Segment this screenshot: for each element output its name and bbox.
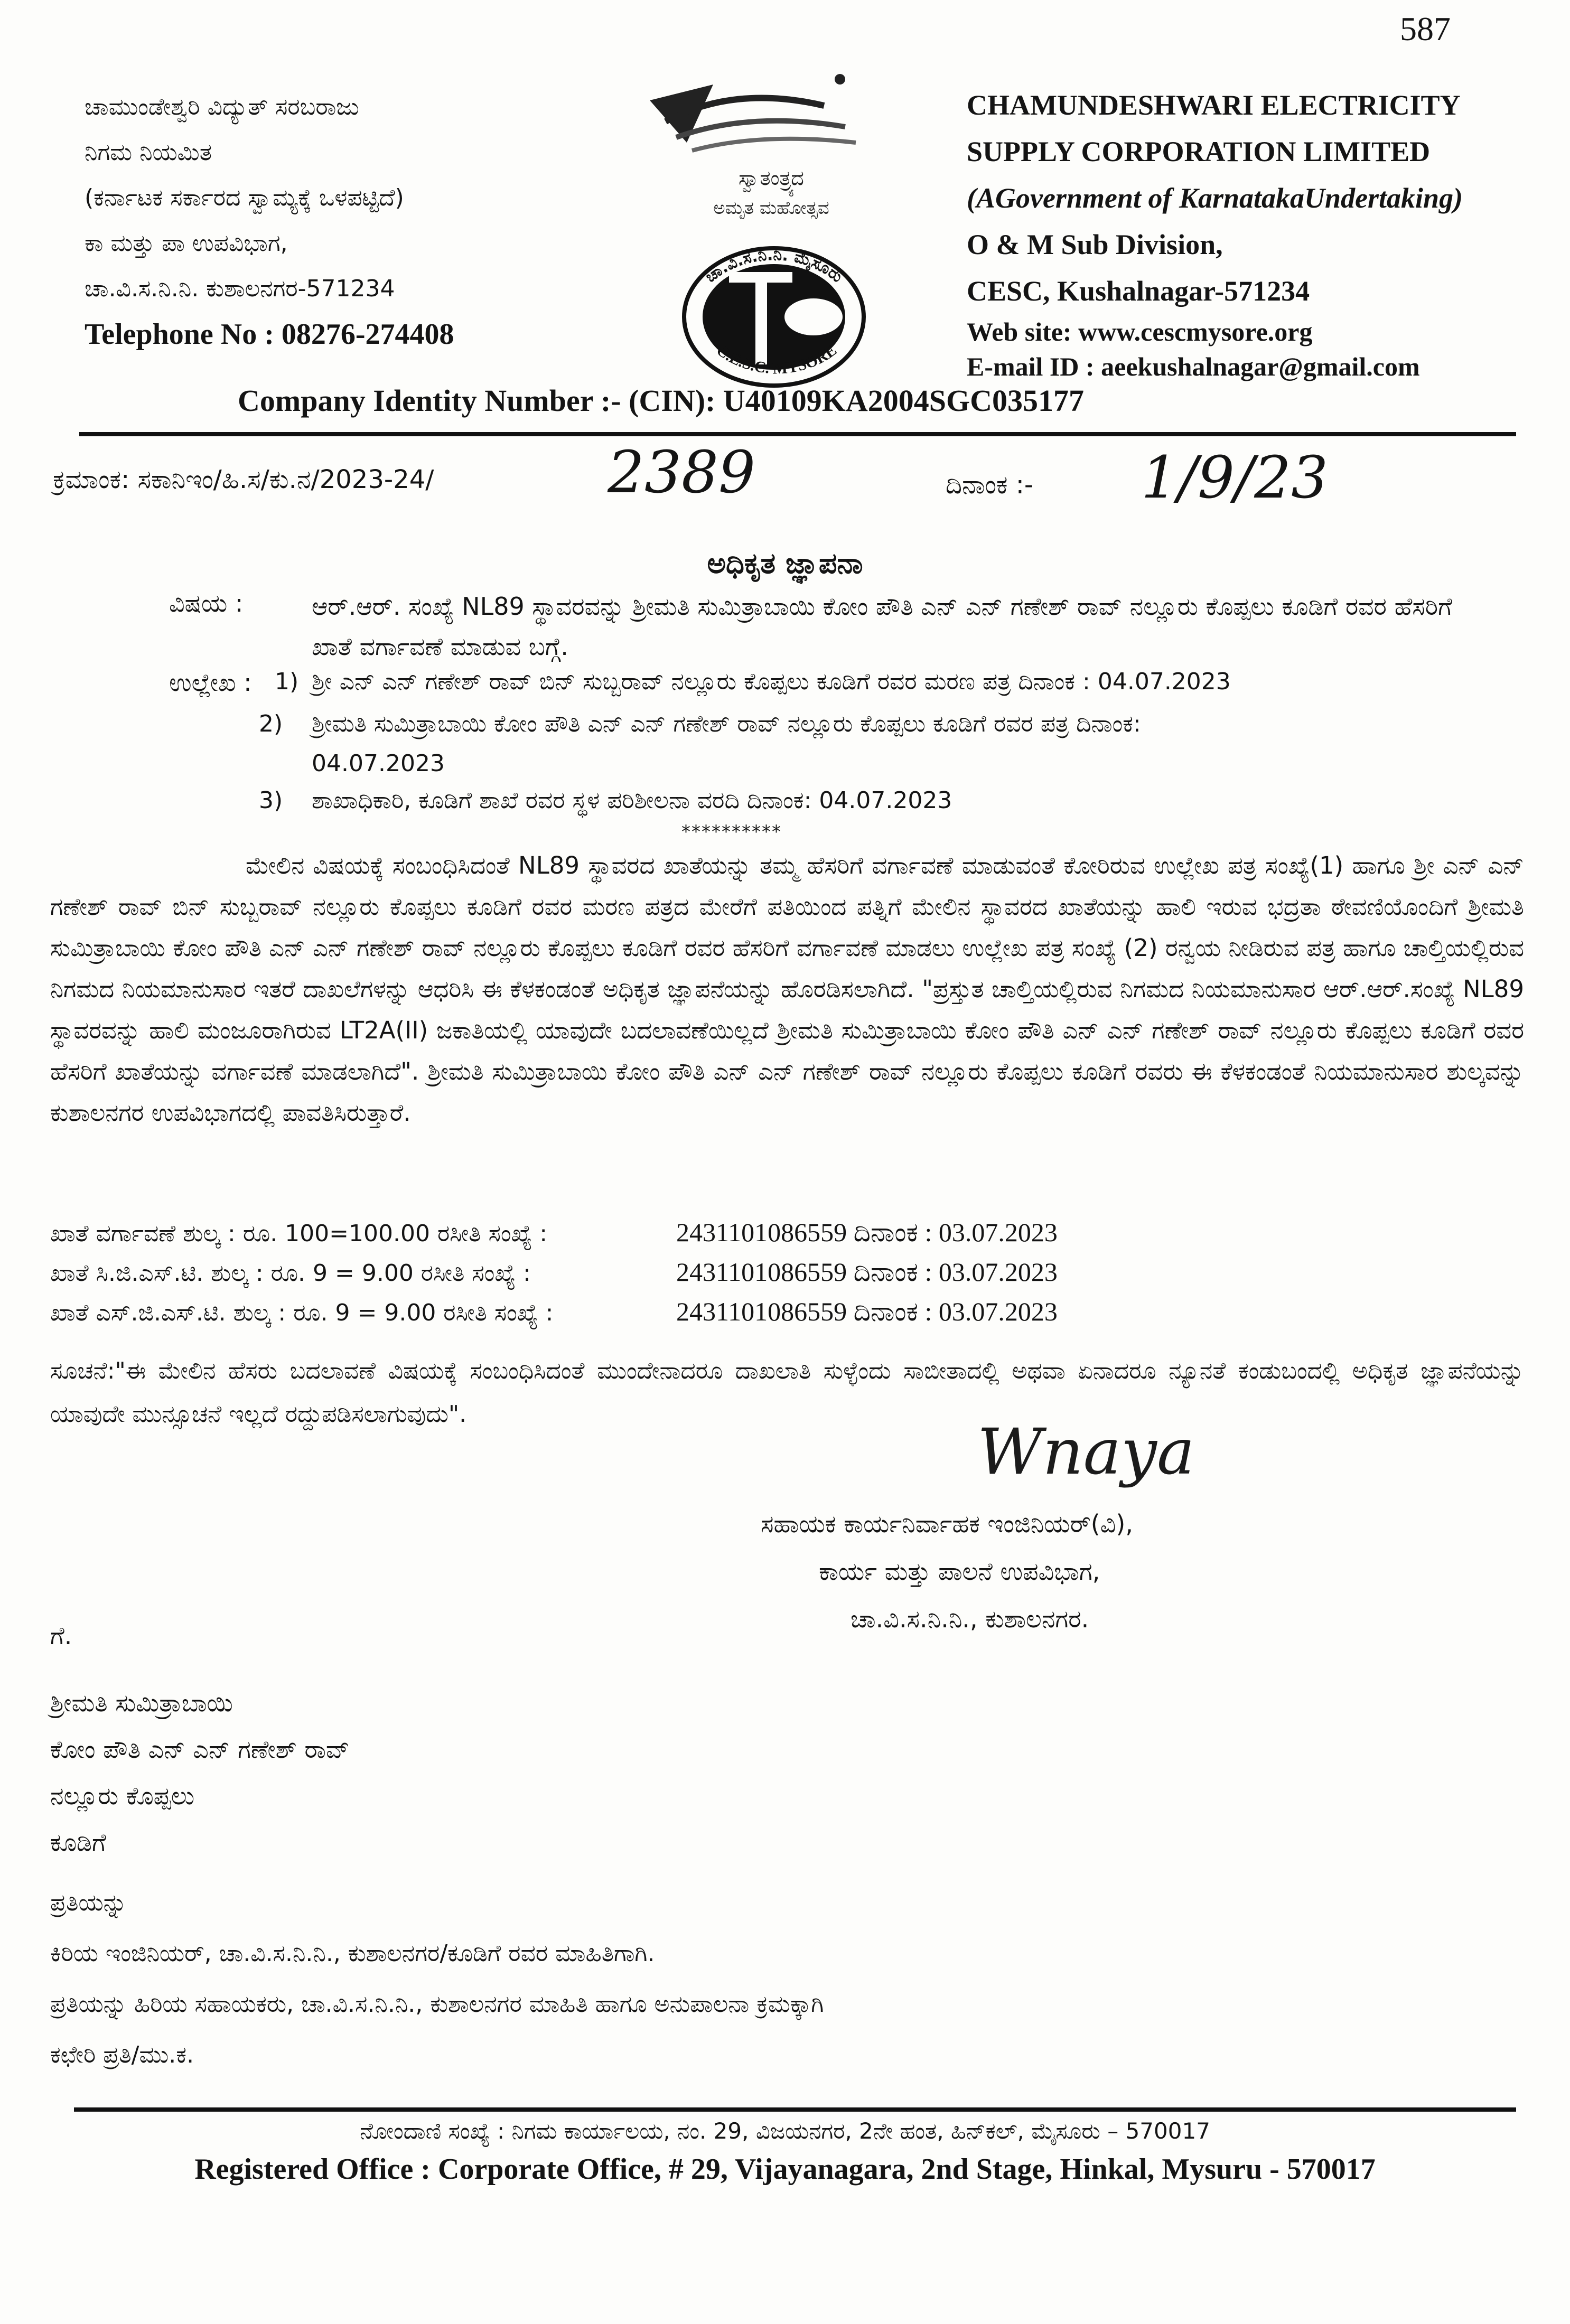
address-en: CESC, Kushalnagar-571234 <box>967 275 1310 307</box>
org-name-en-1: CHAMUNDESHWARI ELECTRICITY <box>967 89 1461 121</box>
signatory-designation: ಸಹಾಯಕ ಕಾರ್ಯನಿರ್ವಾಹಕ ಇಂಜಿನಿಯರ್(ವಿ), <box>761 1510 1133 1538</box>
website: Web site: www.cescmysore.org <box>967 317 1313 346</box>
addressee-line: ಕೋಂ ಪೌತಿ ಎನ್ ಎನ್ ಗಣೇಶ್ ರಾವ್ <box>50 1735 350 1764</box>
addressee-block <box>50 1680 349 1866</box>
copy-to-label: ಪ್ರತಿಯನ್ನು <box>50 1889 127 1916</box>
fee-value: 2431101086559 ದಿನಾಂಕ : 03.07.2023 <box>676 1217 1058 1247</box>
org-name-kn-2: ನಿಗಮ ನಿಯಮಿತ <box>85 139 212 166</box>
cesc-seal <box>684 246 864 386</box>
addressee-line: ನಲ್ಲೂರು ಕೊಪ್ಪಲು <box>50 1782 195 1810</box>
reference-2-text: ಶ್ರೀಮತಿ ಸುಮಿತ್ರಾಬಾಯಿ ಕೋಂ ಪೌತಿ ಎನ್ ಎನ್ ಗಣೇಶ್ ರಾವ್ ನಲ್ಲೂರು ಕೊಪ್ಪಲು ಕೂಡಿಗೆ ರವರ ಪತ್ರ ದಿನಾಂಕ: <box>312 710 1141 737</box>
logo-caption-1: ಸ್ವಾತಂತ್ರ್ಯದ <box>739 166 804 190</box>
signatory-location: ಚಾ.ವಿ.ಸ.ನಿ.ನಿ., ಕುಶಾಲನಗರ. <box>851 1605 1089 1633</box>
telephone: Telephone No : 08276-274408 <box>85 318 454 351</box>
footer-divider <box>74 2107 1516 2112</box>
org-name-en-2: SUPPLY CORPORATION LIMITED <box>967 136 1431 167</box>
page-number: 587 <box>1400 10 1451 48</box>
reference-2-num: 2) <box>259 710 283 737</box>
document-title: ಅಧಿಕೃತ ಜ್ಞಾಪನಾ <box>707 547 863 580</box>
reference-label: ಕ್ರಮಾಂಕ: ಸಕಾನಿಇಂ/ಹಿ.ಸ/ಕು.ನ/2023-24/ <box>53 465 434 494</box>
company-identity-number: Company Identity Number :- (CIN): U40109KA2004SGC035177 <box>238 383 1084 418</box>
signature-block <box>761 1500 1527 1643</box>
fee-label: ಖಾತೆ ಎಸ್.ಜಿ.ಎಸ್.ಟಿ. ಶುಲ್ಕ : ರೂ. 9 = 9.00 ರಸೀತಿ ಸಂಖ್ಯೆ : <box>50 1299 554 1326</box>
footer-registered-office-en: Registered Office : Corporate Office, # 29, Vijayanagara, 2nd Stage, Hinkal, Mysuru - 570017 <box>194 2153 1376 2186</box>
seal-top-text: ಚಾ.ವಿ.ಸ.ನಿ.ನಿ. ಮೈಸೂರು <box>702 246 846 287</box>
subdivision-kn: ಕಾ ಮತ್ತು ಪಾ ಉಪವಿಭಾಗ, <box>85 230 288 257</box>
subject-label: ವಿಷಯ : <box>169 589 244 617</box>
header-right <box>967 82 1558 384</box>
header-divider <box>79 432 1516 436</box>
copy-to-item: ಪ್ರತಿಯನ್ನು ಹಿರಿಯ ಸಹಾಯಕರು, ಚಾ.ವಿ.ಸ.ನಿ.ನಿ., ಕುಶಾಲನಗರ ಮಾಹಿತಿ ಹಾಗೂ ಅನುಪಾಲನಾ ಕ್ರಮಕ್ಕಾಗಿ <box>50 1991 824 2018</box>
note-paragraph: ಸೂಚನೆ:"ಈ ಮೇಲಿನ ಹೆಸರು ಬದಲಾವಣೆ ವಿಷಯಕ್ಕೆ ಸಂಬಂಧಿಸಿದಂತೆ ಮುಂದೇನಾದರೂ ದಾಖಲಾತಿ ಸುಳ್ಳೆಂದು ಸಾಬೀತಾದಲ್ಲಿ ಅಥವಾ ಏನಾದರೂ ನ್ಯೂನತೆ ಕಂಡುಬಂದಲ್ಲಿ ಅಧಿಕೃತ ಜ್ಞಾಪನೆಯನ್ನು ಯಾವುದೇ ಮುನ್ಸೂಚನೆ ಇಲ್ಲದೆ ರದ್ದುಪಡಿಸಲಾಗುವುದು". <box>50 1357 1524 1428</box>
subject-text: ಆರ್.ಆರ್. ಸಂಖ್ಯೆ NL89 ಸ್ಥಾವರವನ್ನು ಶ್ರೀಮತಿ ಸುಮಿತ್ರಾಬಾಯಿ ಕೋಂ ಪೌತಿ ಎನ್ ಎನ್ ಗಣೇಶ್ ರಾವ್ ನಲ್ಲೂರು ಕೊಪ್ಪಲು ಕೂಡಿಗೆ ರವರ ಹೆಸರಿಗೆ ಖಾತೆ ವರ್ಗಾವಣೆ ಮಾಡುವ ಬಗ್ಗೆ. <box>312 592 1452 661</box>
reference-2-cont: 04.07.2023 <box>312 750 445 777</box>
org-status-kn: (ಕರ್ನಾಟಕ ಸರ್ಕಾರದ ಸ್ವಾಮ್ಯಕ್ಕೆ ಒಳಪಟ್ಟಿದೆ) <box>85 184 404 211</box>
fee-label: ಖಾತೆ ವರ್ಗಾವಣೆ ಶುಲ್ಕ : ರೂ. 100=100.00 ರಸೀತಿ ಸಂಖ್ಯೆ : <box>50 1220 548 1247</box>
signatory-office: ಕಾರ್ಯ ಮತ್ತು ಪಾಲನೆ ಉಪವಿಭಾಗ, <box>819 1557 1100 1586</box>
addressee-line: ಶ್ರೀಮತಿ ಸುಮಿತ್ರಾಬಾಯಿ <box>50 1689 233 1717</box>
logo-caption-2: ಅಮೃತ ಮಹೋತ್ಸವ <box>713 198 829 219</box>
org-status-en: (AGovernment of KarnatakaUndertaking) <box>967 182 1463 214</box>
subdivision-en: O & M Sub Division, <box>967 229 1223 260</box>
fee-label: ಖಾತೆ ಸಿ.ಜಿ.ಎಸ್.ಟಿ. ಶುಲ್ಕ : ರೂ. 9 = 9.00 ರಸೀತಿ ಸಂಖ್ಯೆ : <box>50 1260 531 1287</box>
email: E-mail ID : aeekushalnagar@gmail.com <box>967 352 1420 381</box>
logo-emblem <box>602 63 940 391</box>
reference-3-text: ಶಾಖಾಧಿಕಾರಿ, ಕೂಡಿಗೆ ಶಾಖೆ ರವರ ಸ್ಥಳ ಪರಿಶೀಲನಾ ವರದಿ ದಿನಾಂಕ: 04.07.2023 <box>312 787 952 814</box>
reference-number-handwritten: 2389 <box>608 438 755 506</box>
reference-1-text: ಶ್ರೀ ಎನ್ ಎನ್ ಗಣೇಶ್ ರಾವ್ ಬಿನ್ ಸುಬ್ಬರಾವ್ ನಲ್ಲೂರು ಕೊಪ್ಪಲು ಕೂಡಿಗೆ ರವರ ಮರಣ ಪತ್ರ ದಿನಾಂಕ : 04.07.2023 <box>312 668 1231 695</box>
body-paragraph: ಮೇಲಿನ ವಿಷಯಕ್ಕೆ ಸಂಬಂಧಿಸಿದಂತೆ NL89 ಸ್ಥಾವರದ ಖಾತೆಯನ್ನು ತಮ್ಮ ಹೆಸರಿಗೆ ವರ್ಗಾವಣೆ ಮಾಡುವಂತೆ ಕೋರಿರುವ ಉಲ್ಲೇಖ ಪತ್ರ ಸಂಖ್ಯೆ(1) ಹಾಗೂ ಶ್ರೀ ಎನ್ ಎನ್ ಗಣೇಶ್ ರಾವ್ ಬಿನ್ ಸುಬ್ಬರಾವ್ ನಲ್ಲೂರು ಕೊಪ್ಪಲು ಕೂಡಿಗೆ ರವರ ಮರಣ ಪತ್ರದ ಮೇರೆಗೆ ಪತಿಯಿಂದ ಪತ್ನಿಗೆ ಮೇಲಿನ ಸ್ಥಾವರದ ಖಾತೆಯನ್ನು ಹಾಲಿ ಇರುವ ಭದ್ರತಾ ಠೇವಣಿಯೊಂದಿಗೆ ಶ್ರೀಮತಿ ಸುಮಿತ್ರಾಬಾಯಿ ಕೋಂ ಪೌತಿ ಎನ್ ಎನ್ ಗಣೇಶ್ ರಾವ್ ನಲ್ಲೂರು ಕೊಪ್ಪಲು ಕೂಡಿಗೆ ರವರ ಹೆಸರಿಗೆ ವರ್ಗಾವಣೆ ಮಾಡಲು ಉಲ್ಲೇಖ ಪತ್ರ ಸಂಖ್ಯೆ (2) ರನ್ವಯ ನೀಡಿರುವ ಪತ್ರ ಹಾಗೂ ಚಾಲ್ತಿಯಲ್ಲಿರುವ ನಿಗಮದ ನಿಯಮಾನುಸಾರ ಇತರೆ ದಾಖಲೆಗಳನ್ನು ಆಧರಿಸಿ ಈ ಕೆಳಕಂಡಂತೆ ಅಧಿಕೃತ ಜ್ಞಾಪನೆಯನ್ನು ಹೊರಡಿಸಲಾಗಿದೆ. "ಪ್ರಸ್ತುತ ಚಾಲ್ತಿಯಲ್ಲಿರುವ ನಿಗಮದ ನಿಯಮಾನುಸಾರ ಆರ್.ಆರ್.ಸಂಖ್ಯೆ NL89 ಸ್ಥಾವರವನ್ನು ಹಾಲಿ ಮಂಜೂರಾಗಿರುವ LT2A(II) ಜಕಾತಿಯಲ್ಲಿ ಯಾವುದೇ ಬದಲಾವಣೆಯಿಲ್ಲದೆ ಶ್ರೀಮತಿ ಸುಮಿತ್ರಾಬಾಯಿ ಕೋಂ ಪೌತಿ ಎನ್ ಎನ್ ಗಣೇಶ್ ರಾವ್ ನಲ್ಲೂರು ಕೊಪ್ಪಲು ಕೂಡಿಗೆ ರವರ ಹೆಸರಿಗೆ ಖಾತೆಯನ್ನು ವರ್ಗಾವಣೆ ಮಾಡಲಾಗಿದೆ". ಶ್ರೀಮತಿ ಸುಮಿತ್ರಾಬಾಯಿ ಕೋಂ ಪೌತಿ ಎನ್ ಎನ್ ಗಣೇಶ್ ರಾವ್ ನಲ್ಲೂರು ಕೊಪ್ಪಲು ಕೂಡಿಗೆ ರವರು ಈ ಕೆಳಕಂಡಂತೆ ನಿಯಮಾನುಸಾರ ಶುಲ್ಕವನ್ನು ಕುಶಾಲನಗರ ಉಪವಿಭಾಗದಲ್ಲಿ ಪಾವತಿಸಿರುತ್ತಾರೆ. <box>50 851 1524 1127</box>
fee-row <box>50 1217 1058 1247</box>
separator: ********** <box>681 821 782 842</box>
fee-value: 2431101086559 ದಿನಾಂಕ : 03.07.2023 <box>676 1297 1058 1326</box>
azadi-amrit-logo <box>650 74 856 219</box>
addressee-line: ಕೂಡಿಗೆ <box>50 1828 106 1857</box>
footer-registered-office-kn: ನೋಂದಾಣಿ ಸಂಖ್ಯೆ : ನಿಗಮ ಕಾರ್ಯಾಲಯ, ನಂ. 29, ವಿಜಯನಗರ, 2ನೇ ಹಂತ, ಹಿನ್‌ಕಲ್, ಮೈಸೂರು – 570017 <box>360 2118 1210 2144</box>
fee-row <box>50 1257 1058 1287</box>
fee-value: 2431101086559 ದಿನಾಂಕ : 03.07.2023 <box>676 1257 1058 1287</box>
copy-to-item: ಕಿರಿಯ ಇಂಜಿನಿಯರ್, ಚಾ.ವಿ.ಸ.ನಿ.ನಿ., ಕುಶಾಲನಗರ/ಕೂಡಿಗೆ ರವರ ಮಾಹಿತಿಗಾಗಿ. <box>50 1940 655 1967</box>
handwritten-signature: Wnaya <box>977 1416 1195 1489</box>
fee-row <box>50 1297 1058 1326</box>
date-label: ದಿನಾಂಕ :- <box>946 470 1034 500</box>
address-kn: ಚಾ.ವಿ.ಸ.ನಿ.ನಿ. ಕುಶಾಲನಗರ-571234 <box>85 275 395 302</box>
reference-3-num: 3) <box>259 787 283 814</box>
references-label: ಉಲ್ಲೇಖ : <box>169 668 252 697</box>
reference-1-num: 1) <box>275 668 299 695</box>
copy-to-block <box>50 1878 824 2081</box>
to-label: ಗೆ. <box>50 1622 72 1650</box>
copy-to-item: ಕಛೇರಿ ಪ್ರತಿ/ಮು.ಕ. <box>50 2041 194 2068</box>
seal-bottom-text: C.E.S.C. MYSORE <box>713 341 840 378</box>
date-handwritten: 1/9/23 <box>1141 444 1329 511</box>
header-left <box>85 85 560 357</box>
org-name-kn-1: ಚಾಮುಂಡೇಶ್ವರಿ ವಿದ್ಯುತ್ ಸರಬರಾಜು <box>85 93 359 120</box>
